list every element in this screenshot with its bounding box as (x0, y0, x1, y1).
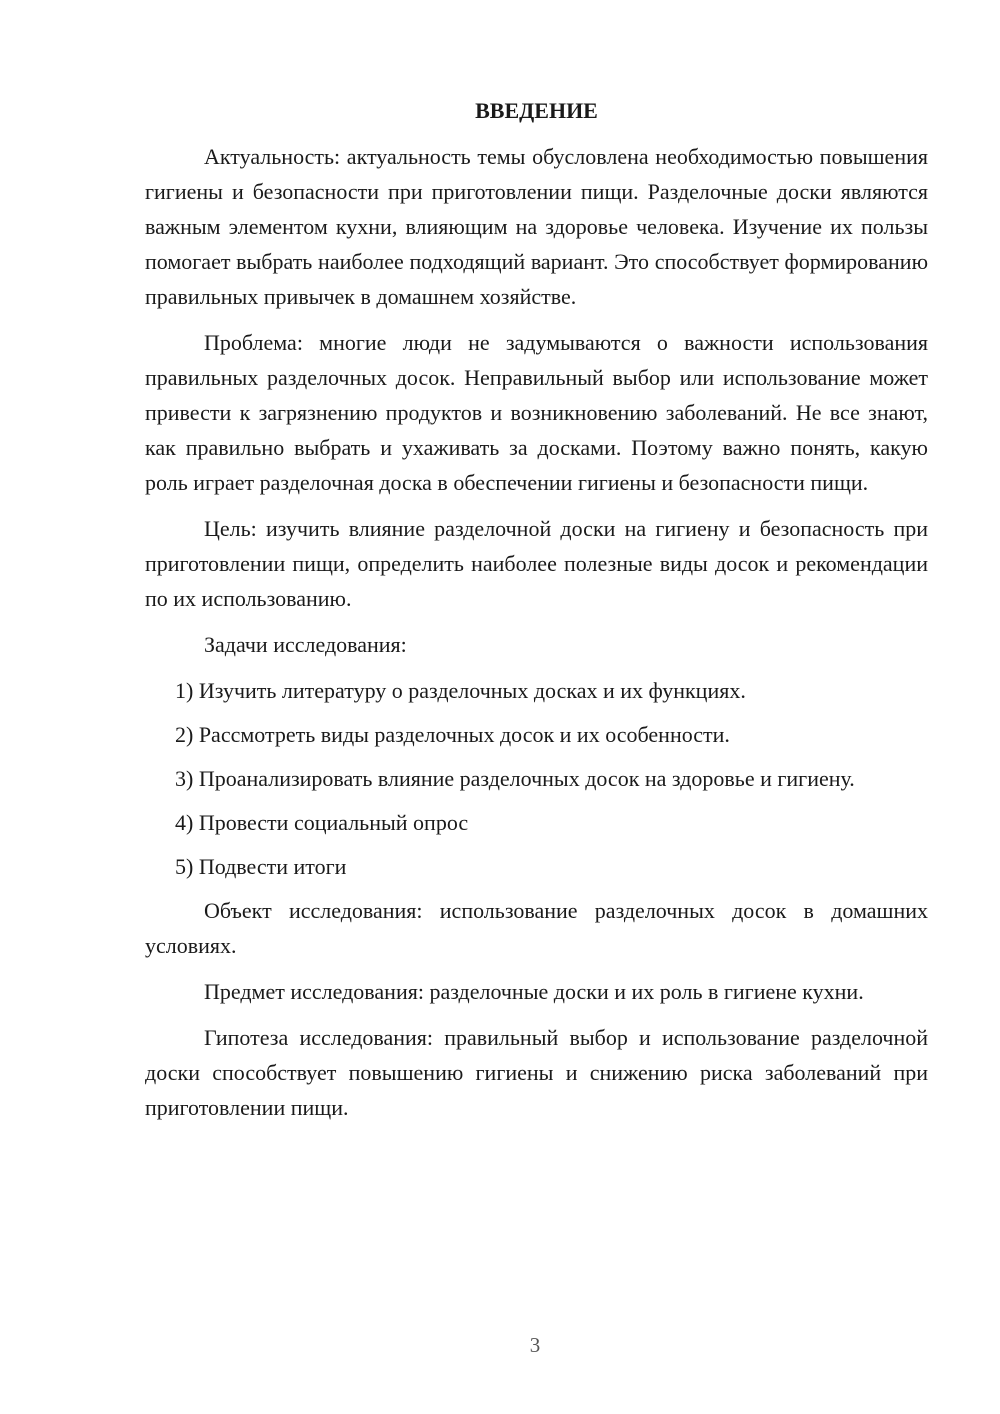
task-item-4: 4) Провести социальный опрос (175, 810, 469, 835)
task-item-3: 3) Проанализировать влияние разделочных досок на здоровье и гигиену. (175, 766, 855, 791)
page-content (145, 96, 928, 1136)
paragraph-goal: Цель: изучить влияние разделочной доски на гигиену и безопасность при приготовлении пищи, определить наиболее полезные виды досок и рекомендации по их использованию. (145, 516, 928, 611)
paragraph-subject: Предмет исследования: разделочные доски и их роль в гигиене кухни. (204, 979, 864, 1004)
paragraph-hypothesis: Гипотеза исследования: правильный выбор и использование разделочной доски способствует повышению гигиены и снижению риска заболеваний при приготовлении пищи. (145, 1025, 928, 1120)
paragraph-relevance: Актуальность: актуальность темы обусловлена необходимостью повышения гигиены и безопасности при приготовлении пищи. Разделочные доски являются важным элементом кухни, влияющим на здоровье человека. Изучение их пользы помогает выбрать наиболее подходящий вариант. Это способствует формированию правильных привычек в домашнем хозяйстве. (145, 144, 928, 309)
tasks-title: Задачи исследования: (204, 632, 407, 657)
page-number: 3 (529, 1333, 541, 1357)
paragraph-problem: Проблема: многие люди не задумываются о важности использования правильных разделочных досок. Неправильный выбор или использование может привести к загрязнению продуктов и возникновению заболеваний. Не все знают, как правильно выбрать и ухаживать за досками. Поэтому важно понять, какую роль играет разделочная доска в обеспечении гигиены и безопасности пищи. (145, 330, 928, 495)
task-item-2: 2) Рассмотреть виды разделочных досок и их особенности. (175, 722, 730, 747)
section-heading: ВВЕДЕНИЕ (475, 98, 598, 123)
task-item-5: 5) Подвести итоги (175, 854, 347, 879)
paragraph-object: Объект исследования: использование разделочных досок в домашних условиях. (145, 898, 928, 958)
task-item-1: 1) Изучить литературу о разделочных досках и их функциях. (175, 678, 746, 703)
